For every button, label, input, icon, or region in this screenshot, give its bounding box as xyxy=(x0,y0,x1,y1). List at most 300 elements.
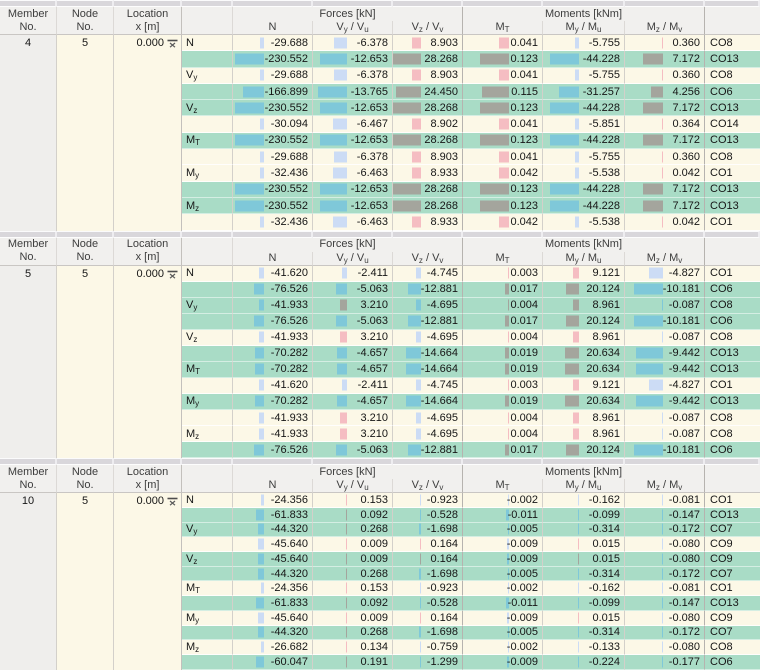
value-cell-n[interactable] xyxy=(233,523,313,538)
value-cell-n[interactable] xyxy=(233,282,313,298)
value-cell-vy-vu[interactable] xyxy=(313,330,393,346)
co-cell[interactable] xyxy=(705,552,760,567)
value-cell-my-mu[interactable] xyxy=(543,133,625,149)
value-cell-my-mu[interactable] xyxy=(543,214,625,230)
row-label-cell[interactable] xyxy=(182,378,233,394)
value-cell-my-mu[interactable] xyxy=(543,149,625,165)
value-cell-vy-vu[interactable] xyxy=(313,567,393,582)
value-cell-vy-vu[interactable] xyxy=(313,198,393,214)
value-cell-mz-mv[interactable] xyxy=(625,655,705,670)
row-label-cell[interactable] xyxy=(182,567,233,582)
co-cell[interactable] xyxy=(705,410,760,426)
value-cell-vy-vu[interactable] xyxy=(313,523,393,538)
value-cell-mt[interactable] xyxy=(463,655,543,670)
value-cell-my-mu[interactable] xyxy=(543,626,625,641)
value-cell-my-mu[interactable] xyxy=(543,596,625,611)
co-cell[interactable] xyxy=(705,493,760,508)
value-cell-vz-vv[interactable] xyxy=(393,68,463,84)
row-label-cell[interactable] xyxy=(182,266,233,282)
value-cell-my-mu[interactable] xyxy=(543,84,625,100)
value-cell-vy-vu[interactable] xyxy=(313,51,393,67)
co-cell[interactable] xyxy=(705,378,760,394)
value-cell-n[interactable] xyxy=(233,410,313,426)
row-label-cell[interactable] xyxy=(182,394,233,410)
value-cell-n[interactable] xyxy=(233,116,313,132)
value-cell-n[interactable] xyxy=(233,214,313,230)
row-label-cell[interactable] xyxy=(182,214,233,230)
value-cell-n[interactable] xyxy=(233,640,313,655)
value-cell-vz-vv[interactable] xyxy=(393,330,463,346)
value-cell-mt[interactable] xyxy=(463,410,543,426)
value-cell-mt[interactable] xyxy=(463,581,543,596)
value-cell-n[interactable] xyxy=(233,611,313,626)
location-cell[interactable] xyxy=(114,35,182,231)
value-cell-my-mu[interactable] xyxy=(543,378,625,394)
value-cell-n[interactable] xyxy=(233,100,313,116)
co-cell[interactable] xyxy=(705,35,760,51)
value-cell-vy-vu[interactable] xyxy=(313,581,393,596)
node-no-cell[interactable] xyxy=(57,266,114,459)
value-cell-vz-vv[interactable] xyxy=(393,100,463,116)
value-cell-mt[interactable] xyxy=(463,537,543,552)
value-cell-my-mu[interactable] xyxy=(543,426,625,442)
value-cell-n[interactable] xyxy=(233,394,313,410)
value-cell-n[interactable] xyxy=(233,51,313,67)
value-cell-mz-mv[interactable] xyxy=(625,282,705,298)
value-cell-mt[interactable] xyxy=(463,362,543,378)
value-cell-vy-vu[interactable] xyxy=(313,35,393,51)
row-label-cell[interactable] xyxy=(182,51,233,67)
value-cell-mt[interactable] xyxy=(463,346,543,362)
value-cell-vz-vv[interactable] xyxy=(393,84,463,100)
value-cell-mz-mv[interactable] xyxy=(625,266,705,282)
value-cell-vy-vu[interactable] xyxy=(313,165,393,181)
row-label-cell[interactable] xyxy=(182,165,233,181)
value-cell-mz-mv[interactable] xyxy=(625,442,705,458)
value-cell-my-mu[interactable] xyxy=(543,537,625,552)
value-cell-mz-mv[interactable] xyxy=(625,552,705,567)
value-cell-vy-vu[interactable] xyxy=(313,362,393,378)
value-cell-mt[interactable] xyxy=(463,314,543,330)
value-cell-vz-vv[interactable] xyxy=(393,426,463,442)
value-cell-mt[interactable] xyxy=(463,394,543,410)
row-label-cell[interactable] xyxy=(182,640,233,655)
value-cell-vy-vu[interactable] xyxy=(313,149,393,165)
row-label-cell[interactable] xyxy=(182,133,233,149)
header-co-spacer xyxy=(705,465,760,493)
value-cell-vz-vv[interactable] xyxy=(393,581,463,596)
value-cell-mt[interactable] xyxy=(463,442,543,458)
value-cell-mt[interactable] xyxy=(463,35,543,51)
value-cell-n[interactable] xyxy=(233,330,313,346)
value-cell-mt[interactable] xyxy=(463,84,543,100)
value-cell-mt[interactable] xyxy=(463,68,543,84)
value-cell-my-mu[interactable] xyxy=(543,346,625,362)
value-cell-vy-vu[interactable] xyxy=(313,596,393,611)
value-cell-mz-mv[interactable] xyxy=(625,35,705,51)
value-cell-vz-vv[interactable] xyxy=(393,346,463,362)
value-cell-vy-vu[interactable] xyxy=(313,68,393,84)
value-cell-n[interactable] xyxy=(233,426,313,442)
value-cell-mz-mv[interactable] xyxy=(625,298,705,314)
value-cell-mz-mv[interactable] xyxy=(625,362,705,378)
value-cell-mz-mv[interactable] xyxy=(625,346,705,362)
co-cell[interactable] xyxy=(705,523,760,538)
value-cell-n[interactable] xyxy=(233,626,313,641)
co-cell[interactable] xyxy=(705,626,760,641)
row-label-cell[interactable] xyxy=(182,626,233,641)
value-cell-mz-mv[interactable] xyxy=(625,537,705,552)
co-cell[interactable] xyxy=(705,266,760,282)
value-cell-vy-vu[interactable] xyxy=(313,346,393,362)
value-cell-n[interactable] xyxy=(233,182,313,198)
location-cell[interactable] xyxy=(114,493,182,670)
value-cell-mz-mv[interactable] xyxy=(625,314,705,330)
value-cell-vz-vv[interactable] xyxy=(393,314,463,330)
value-cell-mz-mv[interactable] xyxy=(625,214,705,230)
value-cell-vz-vv[interactable] xyxy=(393,182,463,198)
value-cell-n[interactable] xyxy=(233,314,313,330)
value-cell-mt[interactable] xyxy=(463,611,543,626)
node-no-cell[interactable] xyxy=(57,35,114,231)
co-cell[interactable] xyxy=(705,282,760,298)
co-cell[interactable] xyxy=(705,537,760,552)
value-cell-vy-vu[interactable] xyxy=(313,626,393,641)
value-cell-mt[interactable] xyxy=(463,182,543,198)
value-cell-mt[interactable] xyxy=(463,116,543,132)
co-cell[interactable] xyxy=(705,640,760,655)
value-cell-mz-mv[interactable] xyxy=(625,51,705,67)
value-cell-vy-vu[interactable] xyxy=(313,298,393,314)
value-cell-vz-vv[interactable] xyxy=(393,552,463,567)
co-cell[interactable] xyxy=(705,68,760,84)
row-label-cell[interactable] xyxy=(182,298,233,314)
row-label-cell[interactable] xyxy=(182,182,233,198)
value-cell-vy-vu[interactable] xyxy=(313,116,393,132)
value-cell-vy-vu[interactable] xyxy=(313,611,393,626)
value-cell-my-mu[interactable] xyxy=(543,611,625,626)
value-cell-n[interactable] xyxy=(233,84,313,100)
value-cell-mt[interactable] xyxy=(463,626,543,641)
value-cell-vz-vv[interactable] xyxy=(393,165,463,181)
value-cell-mz-mv[interactable] xyxy=(625,198,705,214)
value-cell-mt[interactable] xyxy=(463,426,543,442)
co-cell[interactable] xyxy=(705,182,760,198)
value-cell-my-mu[interactable] xyxy=(543,198,625,214)
row-label-cell[interactable] xyxy=(182,537,233,552)
value-cell-mz-mv[interactable] xyxy=(625,149,705,165)
value-cell-n[interactable] xyxy=(233,442,313,458)
row-label-cell[interactable] xyxy=(182,426,233,442)
value-cell-n[interactable] xyxy=(233,266,313,282)
value-cell-n[interactable] xyxy=(233,552,313,567)
value-cell-vy-vu[interactable] xyxy=(313,314,393,330)
row-label-cell[interactable] xyxy=(182,523,233,538)
value-cell-vz-vv[interactable] xyxy=(393,442,463,458)
value-cell-n[interactable] xyxy=(233,165,313,181)
value-cell-my-mu[interactable] xyxy=(543,330,625,346)
value-cell-n[interactable] xyxy=(233,655,313,670)
co-cell[interactable] xyxy=(705,100,760,116)
co-cell[interactable] xyxy=(705,508,760,523)
value-cell-my-mu[interactable] xyxy=(543,581,625,596)
row-label-cell[interactable] xyxy=(182,68,233,84)
value-cell-mt[interactable] xyxy=(463,100,543,116)
row-label-cell[interactable] xyxy=(182,410,233,426)
co-cell[interactable] xyxy=(705,330,760,346)
value-cell-my-mu[interactable] xyxy=(543,51,625,67)
value-cell-my-mu[interactable] xyxy=(543,298,625,314)
value-cell-mz-mv[interactable] xyxy=(625,133,705,149)
value-cell-mz-mv[interactable] xyxy=(625,596,705,611)
value-cell-mt[interactable] xyxy=(463,214,543,230)
value-cell-my-mu[interactable] xyxy=(543,35,625,51)
value-cell-vz-vv[interactable] xyxy=(393,198,463,214)
value-cell-mt[interactable] xyxy=(463,378,543,394)
value-cell-n[interactable] xyxy=(233,68,313,84)
co-cell[interactable] xyxy=(705,596,760,611)
value-cell-my-mu[interactable] xyxy=(543,68,625,84)
value-cell-my-mu[interactable] xyxy=(543,655,625,670)
value-cell-mt[interactable] xyxy=(463,282,543,298)
value-cell-vz-vv[interactable] xyxy=(393,266,463,282)
value-cell-vz-vv[interactable] xyxy=(393,214,463,230)
value-cell-vz-vv[interactable] xyxy=(393,508,463,523)
co-cell[interactable] xyxy=(705,214,760,230)
value-cell-mt[interactable] xyxy=(463,567,543,582)
value-cell-mz-mv[interactable] xyxy=(625,378,705,394)
node-no-cell[interactable] xyxy=(57,493,114,670)
co-cell[interactable] xyxy=(705,567,760,582)
value-cell-mz-mv[interactable] xyxy=(625,182,705,198)
co-cell[interactable] xyxy=(705,426,760,442)
co-cell[interactable] xyxy=(705,314,760,330)
value-cell-mz-mv[interactable] xyxy=(625,640,705,655)
value-cell-vy-vu[interactable] xyxy=(313,537,393,552)
value-cell-my-mu[interactable] xyxy=(543,410,625,426)
row-label-cell[interactable] xyxy=(182,100,233,116)
value-cell-vy-vu[interactable] xyxy=(313,182,393,198)
value-cell-vy-vu[interactable] xyxy=(313,508,393,523)
value-cell-n[interactable] xyxy=(233,35,313,51)
location-cell[interactable] xyxy=(114,266,182,459)
value-cell-mt[interactable] xyxy=(463,596,543,611)
row-label-cell[interactable] xyxy=(182,35,233,51)
value-cell-mz-mv[interactable] xyxy=(625,626,705,641)
value-cell-vz-vv[interactable] xyxy=(393,410,463,426)
value-cell-my-mu[interactable] xyxy=(543,640,625,655)
value-cell-n[interactable] xyxy=(233,493,313,508)
value-cell-mz-mv[interactable] xyxy=(625,523,705,538)
value-cell-mt[interactable] xyxy=(463,523,543,538)
value-cell-vy-vu[interactable] xyxy=(313,282,393,298)
value-cell-n[interactable] xyxy=(233,346,313,362)
row-label-cell[interactable] xyxy=(182,346,233,362)
value-cell-vy-vu[interactable] xyxy=(313,378,393,394)
value-cell-mz-mv[interactable] xyxy=(625,611,705,626)
value-cell-mt[interactable] xyxy=(463,508,543,523)
value-cell-vz-vv[interactable] xyxy=(393,362,463,378)
value-cell-my-mu[interactable] xyxy=(543,165,625,181)
value-cell-mz-mv[interactable] xyxy=(625,165,705,181)
value-cell-my-mu[interactable] xyxy=(543,394,625,410)
row-label-cell[interactable] xyxy=(182,442,233,458)
value-cell-mt[interactable] xyxy=(463,51,543,67)
row-label-cell[interactable] xyxy=(182,362,233,378)
value-cell-my-mu[interactable] xyxy=(543,523,625,538)
value-cell-vz-vv[interactable] xyxy=(393,35,463,51)
value-cell-vy-vu[interactable] xyxy=(313,426,393,442)
value-cell-mz-mv[interactable] xyxy=(625,68,705,84)
value-cell-vy-vu[interactable] xyxy=(313,100,393,116)
row-label-cell[interactable] xyxy=(182,508,233,523)
row-label-cell[interactable] xyxy=(182,314,233,330)
value-cell-vz-vv[interactable] xyxy=(393,298,463,314)
value-cell-vy-vu[interactable] xyxy=(313,493,393,508)
co-cell[interactable] xyxy=(705,581,760,596)
member-no-cell[interactable] xyxy=(0,493,57,670)
value-cell-vz-vv[interactable] xyxy=(393,567,463,582)
value-cell-mt[interactable] xyxy=(463,133,543,149)
value-cell-vy-vu[interactable] xyxy=(313,214,393,230)
member-no-cell[interactable] xyxy=(0,266,57,459)
value-cell-mz-mv[interactable] xyxy=(625,508,705,523)
value-cell-my-mu[interactable] xyxy=(543,182,625,198)
value-cell-vy-vu[interactable] xyxy=(313,655,393,670)
value-cell-vz-vv[interactable] xyxy=(393,626,463,641)
value-cell-n[interactable] xyxy=(233,362,313,378)
value-cell-vy-vu[interactable] xyxy=(313,266,393,282)
value-cell-n[interactable] xyxy=(233,133,313,149)
value-cell-n[interactable] xyxy=(233,298,313,314)
value-cell-vz-vv[interactable] xyxy=(393,596,463,611)
co-cell[interactable] xyxy=(705,84,760,100)
value-cell-n[interactable] xyxy=(233,537,313,552)
co-cell[interactable] xyxy=(705,346,760,362)
value-cell-mt[interactable] xyxy=(463,493,543,508)
value-cell-vz-vv[interactable] xyxy=(393,282,463,298)
row-label-cell[interactable] xyxy=(182,330,233,346)
value-cell-mt[interactable] xyxy=(463,198,543,214)
value-cell-mt[interactable] xyxy=(463,165,543,181)
value-cell-my-mu[interactable] xyxy=(543,282,625,298)
row-label-cell[interactable] xyxy=(182,596,233,611)
row-label-cell[interactable] xyxy=(182,198,233,214)
value-cell-vz-vv[interactable] xyxy=(393,493,463,508)
value-cell-my-mu[interactable] xyxy=(543,314,625,330)
value-cell-vz-vv[interactable] xyxy=(393,655,463,670)
value-cell-n[interactable] xyxy=(233,581,313,596)
co-cell[interactable] xyxy=(705,51,760,67)
value-cell-vz-vv[interactable] xyxy=(393,640,463,655)
value-cell-my-mu[interactable] xyxy=(543,362,625,378)
row-label-cell[interactable] xyxy=(182,493,233,508)
value-cell-my-mu[interactable] xyxy=(543,266,625,282)
row-label-cell[interactable] xyxy=(182,611,233,626)
co-cell[interactable] xyxy=(705,133,760,149)
co-cell[interactable] xyxy=(705,149,760,165)
value-cell-n[interactable] xyxy=(233,149,313,165)
value-cell-n[interactable] xyxy=(233,596,313,611)
value-cell-vy-vu[interactable] xyxy=(313,410,393,426)
value-cell-vy-vu[interactable] xyxy=(313,552,393,567)
value-cell-my-mu[interactable] xyxy=(543,100,625,116)
value-text: 0.009 xyxy=(360,552,388,565)
value-cell-mz-mv[interactable] xyxy=(625,84,705,100)
co-cell[interactable] xyxy=(705,165,760,181)
value-cell-mt[interactable] xyxy=(463,149,543,165)
value-cell-vz-vv[interactable] xyxy=(393,133,463,149)
value-cell-mz-mv[interactable] xyxy=(625,330,705,346)
value-cell-vz-vv[interactable] xyxy=(393,394,463,410)
co-cell[interactable] xyxy=(705,611,760,626)
co-cell[interactable] xyxy=(705,116,760,132)
co-cell[interactable] xyxy=(705,362,760,378)
value-cell-n[interactable] xyxy=(233,508,313,523)
value-cell-n[interactable] xyxy=(233,198,313,214)
value-cell-mt[interactable] xyxy=(463,640,543,655)
value-cell-vz-vv[interactable] xyxy=(393,523,463,538)
value-cell-n[interactable] xyxy=(233,378,313,394)
co-cell[interactable] xyxy=(705,655,760,670)
value-cell-n[interactable] xyxy=(233,567,313,582)
value-cell-mz-mv[interactable] xyxy=(625,116,705,132)
member-no-cell[interactable] xyxy=(0,35,57,231)
value-cell-vy-vu[interactable] xyxy=(313,442,393,458)
value-cell-vy-vu[interactable] xyxy=(313,640,393,655)
value-cell-mz-mv[interactable] xyxy=(625,394,705,410)
value-cell-my-mu[interactable] xyxy=(543,442,625,458)
row-label-cell[interactable] xyxy=(182,84,233,100)
row-label-cell[interactable] xyxy=(182,116,233,132)
value-magnitude-bar xyxy=(258,539,264,550)
value-cell-my-mu[interactable] xyxy=(543,493,625,508)
value-cell-vy-vu[interactable] xyxy=(313,84,393,100)
value-cell-vz-vv[interactable] xyxy=(393,116,463,132)
value-cell-vz-vv[interactable] xyxy=(393,537,463,552)
row-label-cell[interactable] xyxy=(182,282,233,298)
co-cell[interactable] xyxy=(705,394,760,410)
value-cell-mt[interactable] xyxy=(463,330,543,346)
row-label-cell[interactable] xyxy=(182,552,233,567)
value-cell-vz-vv[interactable] xyxy=(393,149,463,165)
co-cell[interactable] xyxy=(705,298,760,314)
value-cell-vy-vu[interactable] xyxy=(313,133,393,149)
value-cell-mz-mv[interactable] xyxy=(625,493,705,508)
value-cell-mt[interactable] xyxy=(463,266,543,282)
row-label-cell[interactable] xyxy=(182,149,233,165)
value-cell-my-mu[interactable] xyxy=(543,552,625,567)
value-cell-my-mu[interactable] xyxy=(543,567,625,582)
row-label-cell[interactable] xyxy=(182,581,233,596)
value-cell-mt[interactable] xyxy=(463,298,543,314)
value-cell-vy-vu[interactable] xyxy=(313,394,393,410)
value-cell-mz-mv[interactable] xyxy=(625,567,705,582)
value-cell-vz-vv[interactable] xyxy=(393,378,463,394)
value-cell-mz-mv[interactable] xyxy=(625,581,705,596)
value-cell-vz-vv[interactable] xyxy=(393,51,463,67)
value-cell-mz-mv[interactable] xyxy=(625,426,705,442)
value-cell-my-mu[interactable] xyxy=(543,116,625,132)
value-cell-mt[interactable] xyxy=(463,552,543,567)
value-cell-mz-mv[interactable] xyxy=(625,100,705,116)
value-cell-vz-vv[interactable] xyxy=(393,611,463,626)
co-cell[interactable] xyxy=(705,198,760,214)
value-cell-my-mu[interactable] xyxy=(543,508,625,523)
row-label-cell[interactable] xyxy=(182,655,233,670)
co-cell[interactable] xyxy=(705,442,760,458)
value-cell-mz-mv[interactable] xyxy=(625,410,705,426)
